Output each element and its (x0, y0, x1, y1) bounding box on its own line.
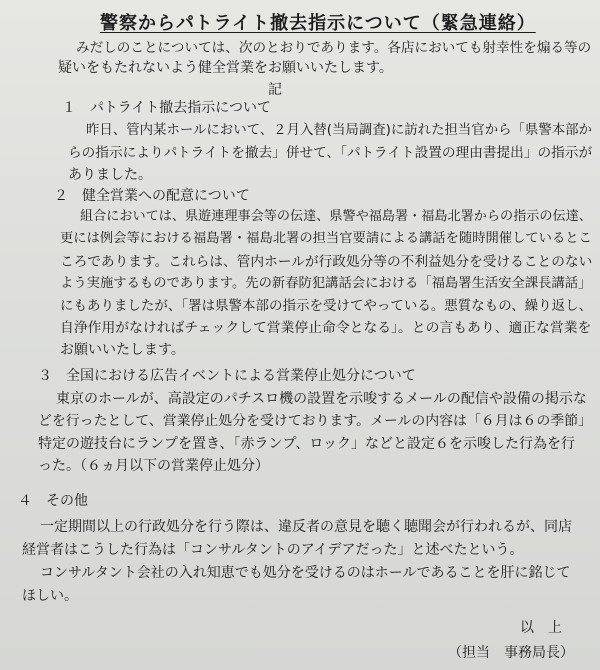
section-2-line: よう実施するものであります。先の新春防犯講話会における「福島署生活安全課長講話」 (60, 276, 592, 291)
section-4-line: コンサルタント会社の入れ知恵でも処分を受けるのはホールであることを肝に銘じて (40, 565, 571, 581)
section-3-line: 東京のホールが、高設定のパチスロ機の設置を示唆するメールの配信や設備の掲示な (56, 391, 587, 407)
ki-label: 記 (268, 82, 282, 98)
section-1-heading: １ パトライト撤去指示について (62, 100, 272, 116)
section-3-line: った。（６ヵ月以下の営業停止処分） (38, 458, 269, 474)
section-4-line: ほしい。 (22, 588, 78, 604)
section-2-line: お願いいたします。 (60, 342, 185, 358)
intro-line: 疑いをもたれないよう健全営業をお願いいたします。 (58, 60, 393, 76)
page-title: 警察からパトライト撤去指示について（緊急連絡） (100, 13, 536, 34)
section-2-line: にもありましたが、「署は県警本部の指示を受けてやっている。悪質なもの、繰り返し、 (60, 298, 593, 314)
section-3-line: どを行ったとして、営業停止処分を受けております。メールの内容は「６月は６の季節」 (38, 413, 592, 429)
section-3-heading: ３ 全国における広告イベントによる営業停止処分について (38, 368, 416, 384)
section-2-line: ころであります。これらは、管内ホールが行政処分等の不利益処分を受けることのない (60, 254, 593, 270)
section-4-heading: ４ その他 (18, 493, 88, 509)
section-4-line: 経営者はこうした行為は「コンサルタントのアイデアだった」と述べたという。 (22, 542, 524, 558)
section-2-heading: ２ 健全営業への配意について (54, 188, 250, 204)
section-4-line: 一定期間以上の行政処分を行う際は、違反者の意見を聴く聴聞会が行われるが、同店 (40, 519, 572, 535)
closing-text: 以 上 (520, 620, 562, 636)
section-2-line: 組合においては、県遊連理事会等の伝達、県警や福島署・福島北署からの指示の伝達、 (80, 209, 592, 224)
intro-line: みだしのことについては、次のとおりであります。各店においても射幸性を煽る等の (76, 40, 592, 56)
section-1-line: らの指示によりパトライトを撤去」併せて、「パトライト設置の理由書提出」の指示が (68, 145, 593, 161)
section-2-line: 自浄作用がなければチェックして営業停止命令となる」。との言もあり、適正な営業を (60, 320, 592, 336)
section-3-line: 特定の遊技台にランプを置き、「赤ランプ、ロック」などと設定６を示唆した行為を行 (38, 436, 576, 452)
contact-text: （担当 事務局長） (448, 645, 574, 661)
section-2-line: 更には例会等における福島署・福島北署の担当官要請による講話を随時開催しているとこ (60, 231, 592, 246)
section-1-line: 昨日、管内某ホールにおいて、２月入替(当局調査)に訪れた担当官から「県警本部か (86, 123, 592, 138)
section-1-line: ありました。 (68, 167, 152, 183)
